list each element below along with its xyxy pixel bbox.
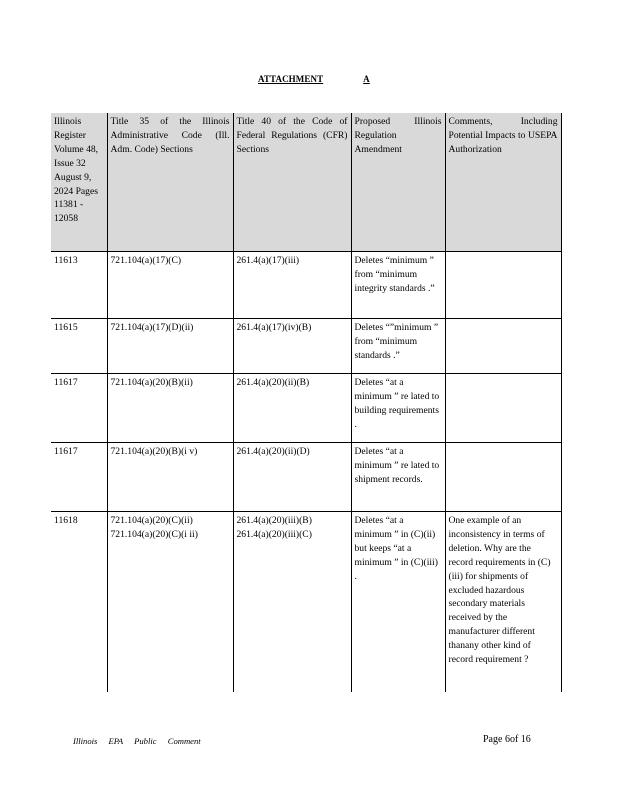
cfr-section-line: 261.4(a)(17)(iv)(B) xyxy=(236,322,312,333)
cell-cfr-section xyxy=(233,512,351,693)
cell-page: 11617 xyxy=(51,443,107,512)
cfr-section-line: 261.4(a)(20)(iii)(C) xyxy=(236,528,312,540)
cfr-section-line: 261.4(a)(20)(iii)(B) xyxy=(236,515,312,526)
cell-il-section xyxy=(107,319,233,374)
cell-il-section xyxy=(107,252,233,319)
cell-amendment: Deletes “”minimum ” from “minimum standards .” xyxy=(351,319,445,374)
cell-cfr-section xyxy=(233,252,351,319)
page-number: Page 6of 16 xyxy=(483,734,531,745)
cell-cfr-section xyxy=(233,443,351,512)
cell-il-section xyxy=(107,443,233,512)
table-row xyxy=(51,374,561,443)
footer-source: Illinois EPA Public Comment xyxy=(73,736,201,746)
attachment-title xyxy=(258,74,370,84)
il-section-line: 721.104(a)(20)(B)(ii) xyxy=(110,377,193,388)
cfr-section-line: 261.4(a)(20)(ii)(D) xyxy=(236,446,310,457)
title-letter: A xyxy=(363,74,370,84)
cell-cfr-section xyxy=(233,374,351,443)
cell-amendment: Deletes “minimum ” from “minimum integrity standards .” xyxy=(351,252,445,319)
cfr-section-line: 261.4(a)(20)(ii)(B) xyxy=(236,377,310,388)
header-amendment: Proposed Illinois Regulation Amendment xyxy=(351,113,445,252)
cell-amendment: Deletes “at a minimum ” re lated to shipment records. xyxy=(351,443,445,512)
title-word: ATTACHMENT xyxy=(258,74,324,84)
table-row xyxy=(51,252,561,319)
cell-comment xyxy=(445,319,561,374)
table-row xyxy=(51,443,561,512)
cell-il-section xyxy=(107,374,233,443)
table-row xyxy=(51,512,561,693)
cell-page: 11613 xyxy=(51,252,107,319)
header-comments: Comments, Including Potential Impacts to USEPA Authorization xyxy=(445,113,561,252)
table-header-row xyxy=(51,113,561,252)
cell-il-section xyxy=(107,512,233,693)
il-section-line: 721.104(a)(17)(C) xyxy=(110,255,182,266)
header-il-code: Title 35 of the Illinois Administrative Code (Ill. Adm. Code) Sections xyxy=(107,113,233,252)
attachment-table xyxy=(51,113,562,692)
cell-amendment: Deletes “at a minimum ” re lated to building requirements . xyxy=(351,374,445,443)
il-section-line: 721.104(a)(20)(C)(i ii) xyxy=(110,528,198,540)
cfr-section-line: 261.4(a)(17)(iii) xyxy=(236,255,300,266)
cell-comment xyxy=(445,443,561,512)
cell-page: 11615 xyxy=(51,319,107,374)
cell-cfr-section xyxy=(233,319,351,374)
il-section-line: 721.104(a)(20)(B)(i v) xyxy=(110,446,198,457)
cell-comment: One example of an inconsistency in terms of deletion. Why are the record requirements in (C)(iii) for shipments of excluded hazardous secondary materials received by the manufacturer different thanany other kind of record requirement ? xyxy=(445,512,561,693)
header-cfr: Title 40 of the Code of Federal Regulations (CFR) Sections xyxy=(233,113,351,252)
cell-page: 11618 xyxy=(51,512,107,693)
cell-comment xyxy=(445,374,561,443)
header-register: Illinois Register Volume 48, Issue 32 August 9, 2024 Pages 11381 - 12058 xyxy=(51,113,107,252)
cell-page: 11617 xyxy=(51,374,107,443)
cell-comment xyxy=(445,252,561,319)
table-row xyxy=(51,319,561,374)
cell-amendment: Deletes “at a minimum ” in (C)(ii) but keeps “at a minimum ” in (C)(iii) . xyxy=(351,512,445,693)
il-section-line: 721.104(a)(20)(C)(ii) xyxy=(110,515,193,526)
il-section-line: 721.104(a)(17)(D)(ii) xyxy=(110,322,194,333)
